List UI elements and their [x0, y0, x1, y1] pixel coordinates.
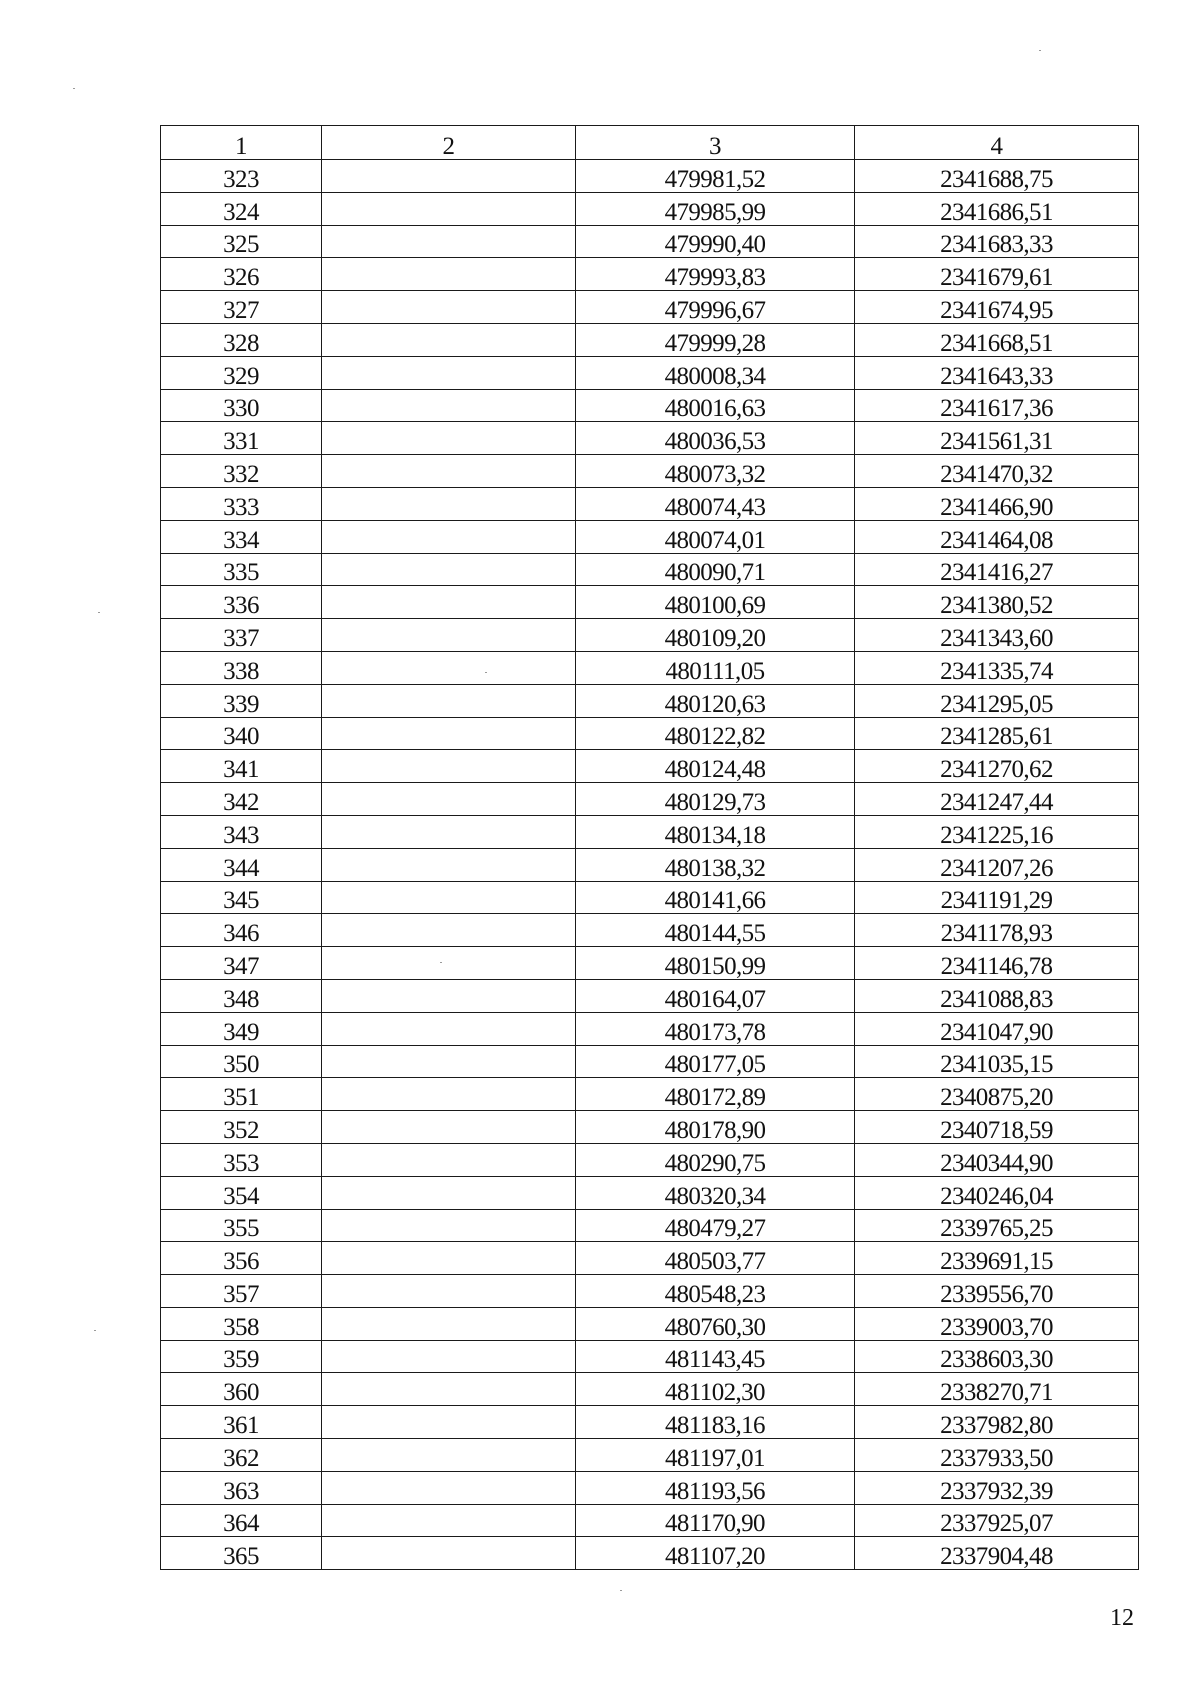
table-row [161, 717, 1139, 750]
empty-cell [322, 225, 576, 258]
y-coordinate-cell: 2340875,20 [855, 1078, 1139, 1111]
y-coordinate-cell: 2341668,51 [855, 323, 1139, 356]
point-number-cell: 360 [161, 1373, 322, 1406]
table-row [161, 1406, 1139, 1439]
table-row [161, 914, 1139, 947]
x-coordinate-cell: 481143,45 [576, 1340, 855, 1373]
scan-speck [73, 88, 75, 89]
x-coordinate-cell: 480100,69 [576, 586, 855, 619]
empty-cell [322, 455, 576, 488]
empty-cell [322, 1537, 576, 1570]
point-number-cell: 356 [161, 1242, 322, 1275]
y-coordinate-cell: 2341047,90 [855, 1012, 1139, 1045]
x-coordinate-cell: 480320,34 [576, 1176, 855, 1209]
y-coordinate-cell: 2341380,52 [855, 586, 1139, 619]
x-coordinate-cell: 480016,63 [576, 389, 855, 422]
x-coordinate-cell: 480178,90 [576, 1111, 855, 1144]
table-row [161, 684, 1139, 717]
header-cell-4: 4 [855, 126, 1139, 160]
x-coordinate-cell: 479996,67 [576, 291, 855, 324]
empty-cell [322, 258, 576, 291]
x-coordinate-cell: 481170,90 [576, 1504, 855, 1537]
header-cell-1: 1 [161, 126, 322, 160]
y-coordinate-cell: 2337932,39 [855, 1471, 1139, 1504]
point-number-cell: 327 [161, 291, 322, 324]
empty-cell [322, 389, 576, 422]
y-coordinate-cell: 2341683,33 [855, 225, 1139, 258]
empty-cell [322, 1078, 576, 1111]
empty-cell [322, 1504, 576, 1537]
empty-cell [322, 520, 576, 553]
table-row [161, 848, 1139, 881]
x-coordinate-cell: 480120,63 [576, 684, 855, 717]
empty-cell [322, 1307, 576, 1340]
x-coordinate-cell: 480144,55 [576, 914, 855, 947]
empty-cell [322, 1209, 576, 1242]
empty-cell [322, 1176, 576, 1209]
table-row [161, 979, 1139, 1012]
y-coordinate-cell: 2341178,93 [855, 914, 1139, 947]
y-coordinate-cell: 2341416,27 [855, 553, 1139, 586]
empty-cell [322, 1045, 576, 1078]
point-number-cell: 334 [161, 520, 322, 553]
empty-cell [322, 1242, 576, 1275]
x-coordinate-cell: 480172,89 [576, 1078, 855, 1111]
empty-cell [322, 422, 576, 455]
empty-cell [322, 291, 576, 324]
point-number-cell: 324 [161, 192, 322, 225]
y-coordinate-cell: 2339556,70 [855, 1275, 1139, 1308]
y-coordinate-cell: 2339003,70 [855, 1307, 1139, 1340]
x-coordinate-cell: 481193,56 [576, 1471, 855, 1504]
point-number-cell: 353 [161, 1143, 322, 1176]
y-coordinate-cell: 2341335,74 [855, 651, 1139, 684]
header-cell-3: 3 [576, 126, 855, 160]
table-row [161, 487, 1139, 520]
y-coordinate-cell: 2337925,07 [855, 1504, 1139, 1537]
table-row [161, 258, 1139, 291]
empty-cell [322, 1275, 576, 1308]
point-number-cell: 326 [161, 258, 322, 291]
table-row [161, 160, 1139, 193]
x-coordinate-cell: 480503,77 [576, 1242, 855, 1275]
table-row [161, 356, 1139, 389]
empty-cell [322, 619, 576, 652]
empty-cell [322, 323, 576, 356]
x-coordinate-cell: 480548,23 [576, 1275, 855, 1308]
table-row [161, 1111, 1139, 1144]
x-coordinate-cell: 480138,32 [576, 848, 855, 881]
x-coordinate-cell: 480008,34 [576, 356, 855, 389]
empty-cell [322, 848, 576, 881]
table-row [161, 1537, 1139, 1570]
empty-cell [322, 1406, 576, 1439]
x-coordinate-cell: 480150,99 [576, 947, 855, 980]
empty-cell [322, 914, 576, 947]
table-row [161, 1373, 1139, 1406]
scan-speck [94, 1330, 96, 1331]
table-row [161, 750, 1139, 783]
table-row [161, 323, 1139, 356]
empty-cell [322, 651, 576, 684]
empty-cell [322, 979, 576, 1012]
header-cell-2: 2 [322, 126, 576, 160]
empty-cell [322, 1143, 576, 1176]
x-coordinate-cell: 480134,18 [576, 815, 855, 848]
table-row [161, 1012, 1139, 1045]
y-coordinate-cell: 2341686,51 [855, 192, 1139, 225]
x-coordinate-cell: 480073,32 [576, 455, 855, 488]
y-coordinate-cell: 2338603,30 [855, 1340, 1139, 1373]
table-row [161, 651, 1139, 684]
table-row [161, 1078, 1139, 1111]
empty-cell [322, 815, 576, 848]
x-coordinate-cell: 480111,05 [576, 651, 855, 684]
y-coordinate-cell: 2341688,75 [855, 160, 1139, 193]
x-coordinate-cell: 480129,73 [576, 783, 855, 816]
point-number-cell: 325 [161, 225, 322, 258]
y-coordinate-cell: 2339691,15 [855, 1242, 1139, 1275]
y-coordinate-cell: 2338270,71 [855, 1373, 1139, 1406]
x-coordinate-cell: 481102,30 [576, 1373, 855, 1406]
point-number-cell: 346 [161, 914, 322, 947]
y-coordinate-cell: 2341679,61 [855, 258, 1139, 291]
x-coordinate-cell: 480124,48 [576, 750, 855, 783]
x-coordinate-cell: 479981,52 [576, 160, 855, 193]
y-coordinate-cell: 2339765,25 [855, 1209, 1139, 1242]
point-number-cell: 361 [161, 1406, 322, 1439]
point-number-cell: 355 [161, 1209, 322, 1242]
y-coordinate-cell: 2341343,60 [855, 619, 1139, 652]
point-number-cell: 328 [161, 323, 322, 356]
table-row [161, 1176, 1139, 1209]
coordinates-table [160, 125, 1139, 1570]
scan-speck [485, 672, 487, 673]
point-number-cell: 347 [161, 947, 322, 980]
table-row [161, 225, 1139, 258]
x-coordinate-cell: 480074,43 [576, 487, 855, 520]
point-number-cell: 348 [161, 979, 322, 1012]
scan-speck [98, 612, 100, 613]
y-coordinate-cell: 2341470,32 [855, 455, 1139, 488]
point-number-cell: 359 [161, 1340, 322, 1373]
empty-cell [322, 947, 576, 980]
y-coordinate-cell: 2340718,59 [855, 1111, 1139, 1144]
table-row [161, 619, 1139, 652]
x-coordinate-cell: 480177,05 [576, 1045, 855, 1078]
y-coordinate-cell: 2341247,44 [855, 783, 1139, 816]
empty-cell [322, 1439, 576, 1472]
y-coordinate-cell: 2341643,33 [855, 356, 1139, 389]
x-coordinate-cell: 479985,99 [576, 192, 855, 225]
y-coordinate-cell: 2341225,16 [855, 815, 1139, 848]
table-row [161, 815, 1139, 848]
point-number-cell: 364 [161, 1504, 322, 1537]
x-coordinate-cell: 480760,30 [576, 1307, 855, 1340]
table-row [161, 1275, 1139, 1308]
y-coordinate-cell: 2340344,90 [855, 1143, 1139, 1176]
point-number-cell: 339 [161, 684, 322, 717]
empty-cell [322, 160, 576, 193]
empty-cell [322, 684, 576, 717]
x-coordinate-cell: 479999,28 [576, 323, 855, 356]
x-coordinate-cell: 480173,78 [576, 1012, 855, 1045]
point-number-cell: 332 [161, 455, 322, 488]
x-coordinate-cell: 480036,53 [576, 422, 855, 455]
x-coordinate-cell: 479993,83 [576, 258, 855, 291]
point-number-cell: 330 [161, 389, 322, 422]
x-coordinate-cell: 480290,75 [576, 1143, 855, 1176]
table-row [161, 783, 1139, 816]
table-row [161, 1307, 1139, 1340]
point-number-cell: 335 [161, 553, 322, 586]
scan-speck [440, 962, 442, 963]
empty-cell [322, 192, 576, 225]
point-number-cell: 341 [161, 750, 322, 783]
y-coordinate-cell: 2341617,36 [855, 389, 1139, 422]
table-row [161, 192, 1139, 225]
point-number-cell: 362 [161, 1439, 322, 1472]
table-row [161, 947, 1139, 980]
y-coordinate-cell: 2337982,80 [855, 1406, 1139, 1439]
x-coordinate-cell: 479990,40 [576, 225, 855, 258]
point-number-cell: 343 [161, 815, 322, 848]
table-row [161, 553, 1139, 586]
point-number-cell: 331 [161, 422, 322, 455]
point-number-cell: 337 [161, 619, 322, 652]
table-row [161, 586, 1139, 619]
empty-cell [322, 717, 576, 750]
y-coordinate-cell: 2341207,26 [855, 848, 1139, 881]
empty-cell [322, 1340, 576, 1373]
point-number-cell: 333 [161, 487, 322, 520]
y-coordinate-cell: 2341146,78 [855, 947, 1139, 980]
table-row [161, 1209, 1139, 1242]
table-row [161, 1471, 1139, 1504]
empty-cell [322, 1373, 576, 1406]
empty-cell [322, 1471, 576, 1504]
point-number-cell: 365 [161, 1537, 322, 1570]
table-row [161, 1504, 1139, 1537]
point-number-cell: 338 [161, 651, 322, 684]
y-coordinate-cell: 2341466,90 [855, 487, 1139, 520]
x-coordinate-cell: 481107,20 [576, 1537, 855, 1570]
y-coordinate-cell: 2341285,61 [855, 717, 1139, 750]
x-coordinate-cell: 480109,20 [576, 619, 855, 652]
table-header-row [161, 126, 1139, 160]
point-number-cell: 354 [161, 1176, 322, 1209]
scan-speck [1039, 50, 1041, 51]
point-number-cell: 336 [161, 586, 322, 619]
table-row [161, 1242, 1139, 1275]
x-coordinate-cell: 480074,01 [576, 520, 855, 553]
x-coordinate-cell: 481197,01 [576, 1439, 855, 1472]
empty-cell [322, 1111, 576, 1144]
table-row [161, 1439, 1139, 1472]
y-coordinate-cell: 2341270,62 [855, 750, 1139, 783]
empty-cell [322, 356, 576, 389]
point-number-cell: 351 [161, 1078, 322, 1111]
y-coordinate-cell: 2341191,29 [855, 881, 1139, 914]
x-coordinate-cell: 480479,27 [576, 1209, 855, 1242]
y-coordinate-cell: 2340246,04 [855, 1176, 1139, 1209]
table-row [161, 455, 1139, 488]
x-coordinate-cell: 480090,71 [576, 553, 855, 586]
table-row [161, 291, 1139, 324]
empty-cell [322, 586, 576, 619]
empty-cell [322, 553, 576, 586]
point-number-cell: 340 [161, 717, 322, 750]
page-number: 12 [1110, 1605, 1134, 1631]
point-number-cell: 329 [161, 356, 322, 389]
x-coordinate-cell: 481183,16 [576, 1406, 855, 1439]
y-coordinate-cell: 2337933,50 [855, 1439, 1139, 1472]
table-row [161, 1045, 1139, 1078]
point-number-cell: 349 [161, 1012, 322, 1045]
x-coordinate-cell: 480164,07 [576, 979, 855, 1012]
scan-speck [620, 1590, 622, 1591]
point-number-cell: 352 [161, 1111, 322, 1144]
point-number-cell: 357 [161, 1275, 322, 1308]
table-row [161, 1340, 1139, 1373]
point-number-cell: 363 [161, 1471, 322, 1504]
y-coordinate-cell: 2341088,83 [855, 979, 1139, 1012]
y-coordinate-cell: 2341561,31 [855, 422, 1139, 455]
table-row [161, 389, 1139, 422]
table-row [161, 520, 1139, 553]
y-coordinate-cell: 2337904,48 [855, 1537, 1139, 1570]
coordinates-table-body [161, 126, 1139, 1570]
empty-cell [322, 881, 576, 914]
empty-cell [322, 1012, 576, 1045]
point-number-cell: 344 [161, 848, 322, 881]
table-row [161, 422, 1139, 455]
point-number-cell: 358 [161, 1307, 322, 1340]
x-coordinate-cell: 480141,66 [576, 881, 855, 914]
table-row [161, 1143, 1139, 1176]
empty-cell [322, 487, 576, 520]
table-row [161, 881, 1139, 914]
y-coordinate-cell: 2341295,05 [855, 684, 1139, 717]
y-coordinate-cell: 2341035,15 [855, 1045, 1139, 1078]
empty-cell [322, 750, 576, 783]
x-coordinate-cell: 480122,82 [576, 717, 855, 750]
point-number-cell: 350 [161, 1045, 322, 1078]
point-number-cell: 342 [161, 783, 322, 816]
point-number-cell: 345 [161, 881, 322, 914]
empty-cell [322, 783, 576, 816]
y-coordinate-cell: 2341464,08 [855, 520, 1139, 553]
point-number-cell: 323 [161, 160, 322, 193]
y-coordinate-cell: 2341674,95 [855, 291, 1139, 324]
